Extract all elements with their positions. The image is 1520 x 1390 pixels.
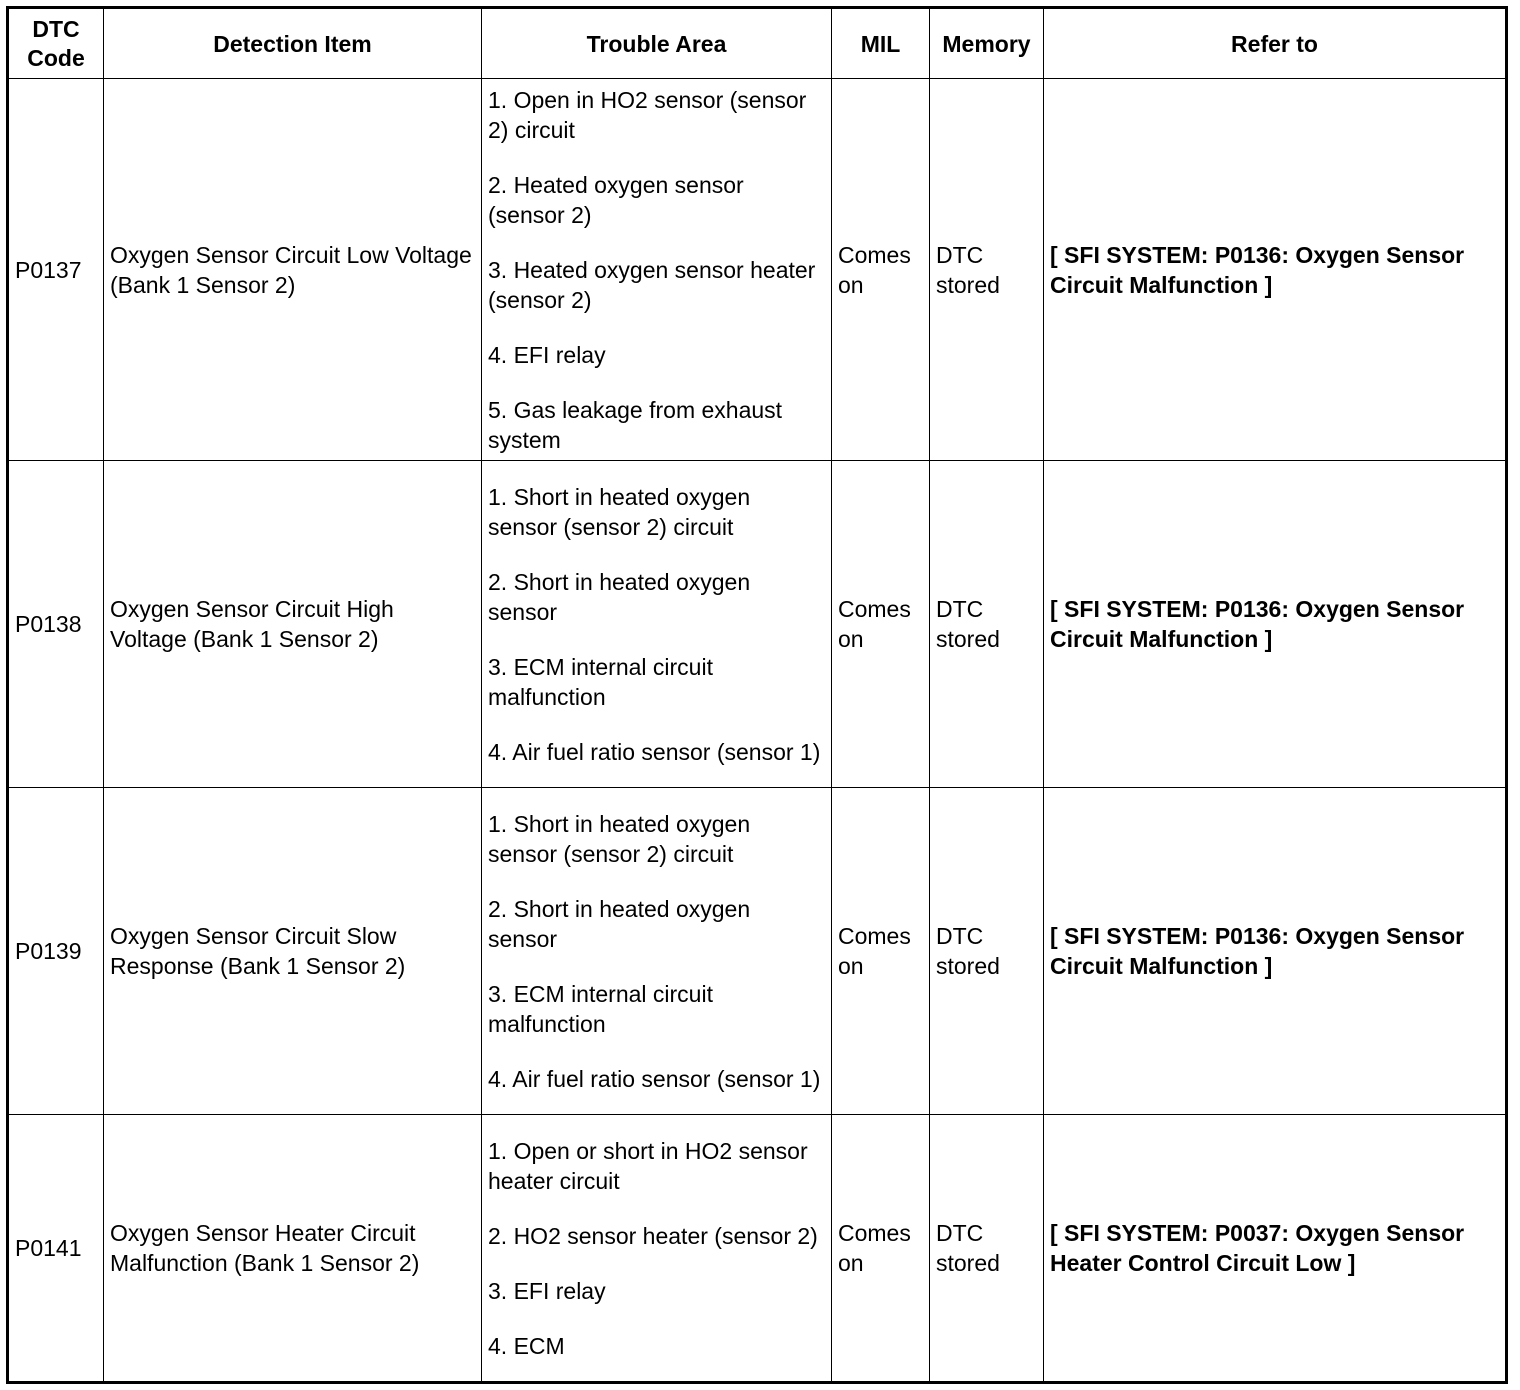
header-detection-item: Detection Item [104, 8, 482, 79]
header-dtc-code-line1: DTC [32, 15, 80, 42]
trouble-area-list [488, 482, 825, 767]
trouble-area-item: 2. Short in heated oxygen sensor [488, 568, 751, 625]
table-header [8, 8, 1507, 79]
trouble-area-item: 3. Heated oxygen sensor heater (sensor 2) [488, 256, 816, 313]
trouble-area-cell [482, 788, 832, 1115]
header-refer-to: Refer to [1044, 8, 1507, 79]
trouble-area-item: 5. Gas leakage from exhaust system [488, 396, 783, 453]
trouble-area-item: 2. Heated oxygen sensor (sensor 2) [488, 171, 744, 228]
trouble-area-item: 1. Short in heated oxygen sensor (sensor 2) circuit [488, 483, 751, 540]
header-dtc-code-line2: Code [27, 44, 85, 71]
header-trouble-area: Trouble Area [482, 8, 832, 79]
dtc-code-cell: P0137 [8, 79, 104, 461]
mil-cell: Comes on [832, 1115, 930, 1383]
trouble-area-item: 4. Air fuel ratio sensor (sensor 1) [488, 738, 821, 765]
trouble-area-item: 1. Short in heated oxygen sensor (sensor 2) circuit [488, 810, 751, 867]
mil-cell: Comes on [832, 79, 930, 461]
trouble-area-item: 4. EFI relay [488, 341, 606, 368]
trouble-area-cell [482, 79, 832, 461]
dtc-code-cell: P0139 [8, 788, 104, 1115]
table-row [8, 1115, 1507, 1383]
dtc-code-cell: P0138 [8, 461, 104, 788]
detection-item-cell: Oxygen Sensor Heater Circuit Malfunction (Bank 1 Sensor 2) [104, 1115, 482, 1383]
trouble-area-list [488, 809, 825, 1094]
header-memory: Memory [930, 8, 1044, 79]
detection-item-cell: Oxygen Sensor Circuit Slow Response (Bank 1 Sensor 2) [104, 788, 482, 1115]
trouble-area-list [488, 1136, 825, 1361]
detection-item-cell: Oxygen Sensor Circuit High Voltage (Bank 1 Sensor 2) [104, 461, 482, 788]
trouble-area-item: 3. EFI relay [488, 1277, 606, 1304]
trouble-area-item: 2. HO2 sensor heater (sensor 2) [488, 1222, 818, 1249]
memory-cell: DTC stored [930, 788, 1044, 1115]
refer-to-link[interactable]: [ SFI SYSTEM: P0136: Oxygen Sensor Circuit Malfunction ] [1044, 788, 1507, 1115]
trouble-area-list [488, 85, 825, 455]
trouble-area-item: 3. ECM internal circuit malfunction [488, 653, 713, 710]
detection-item-cell: Oxygen Sensor Circuit Low Voltage (Bank 1 Sensor 2) [104, 79, 482, 461]
mil-cell: Comes on [832, 788, 930, 1115]
table-body [8, 79, 1507, 1383]
dtc-code-cell: P0141 [8, 1115, 104, 1383]
trouble-area-item: 4. ECM [488, 1332, 565, 1359]
trouble-area-item: 2. Short in heated oxygen sensor [488, 895, 751, 952]
refer-to-link[interactable]: [ SFI SYSTEM: P0037: Oxygen Sensor Heater Control Circuit Low ] [1044, 1115, 1507, 1383]
memory-cell: DTC stored [930, 79, 1044, 461]
trouble-area-cell [482, 1115, 832, 1383]
trouble-area-cell [482, 461, 832, 788]
memory-cell: DTC stored [930, 461, 1044, 788]
mil-cell: Comes on [832, 461, 930, 788]
trouble-area-item: 1. Open in HO2 sensor (sensor 2) circuit [488, 86, 807, 143]
header-mil: MIL [832, 8, 930, 79]
memory-cell: DTC stored [930, 1115, 1044, 1383]
table-row [8, 788, 1507, 1115]
refer-to-link[interactable]: [ SFI SYSTEM: P0136: Oxygen Sensor Circuit Malfunction ] [1044, 79, 1507, 461]
table-row [8, 461, 1507, 788]
trouble-area-item: 1. Open or short in HO2 sensor heater circuit [488, 1137, 808, 1194]
trouble-area-item: 4. Air fuel ratio sensor (sensor 1) [488, 1065, 821, 1092]
header-dtc-code [8, 8, 104, 79]
table-row [8, 79, 1507, 461]
header-row [8, 8, 1507, 79]
refer-to-link[interactable]: [ SFI SYSTEM: P0136: Oxygen Sensor Circuit Malfunction ] [1044, 461, 1507, 788]
dtc-table [6, 6, 1508, 1384]
trouble-area-item: 3. ECM internal circuit malfunction [488, 980, 713, 1037]
